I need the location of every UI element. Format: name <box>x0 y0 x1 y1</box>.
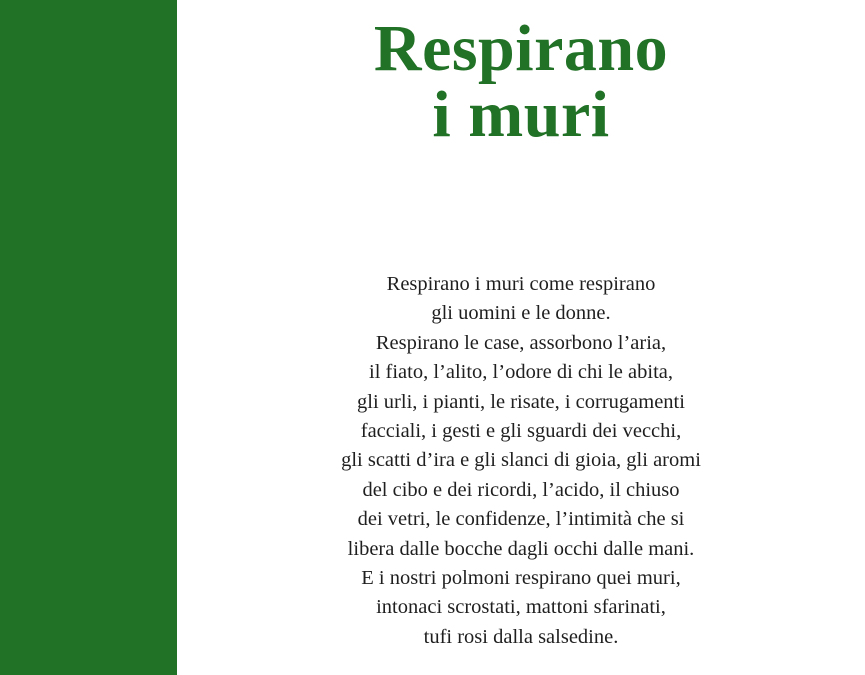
poem-text <box>177 270 865 652</box>
poem-line: E i nostri polmoni respirano quei muri, <box>361 567 681 590</box>
poem-line: il fiato, l’alito, l’odore di chi le abita, <box>369 361 673 384</box>
poem-line: gli urli, i pianti, le risate, i corrugamenti <box>357 390 685 413</box>
page <box>177 0 865 675</box>
poem-line: Respirano i muri come respirano <box>386 273 656 295</box>
title-line-2: i muri <box>432 78 610 151</box>
poem-line: gli uomini e le donne. <box>431 302 611 325</box>
poem-line: facciali, i gesti e gli sguardi dei vecchi, <box>360 420 682 443</box>
poem-line: libera dalle bocche dagli occhi dalle mani. <box>347 537 695 560</box>
poem-line: del cibo e dei ricordi, l’acido, il chiuso <box>362 478 680 501</box>
poem-line: dei vetri, le confidenze, l’intimità che si <box>357 508 685 531</box>
green-side-band <box>0 0 177 675</box>
poem-line: intonaci scrostati, mattoni sfarinati, <box>376 596 666 619</box>
page-title <box>177 12 865 151</box>
title-line-1: Respirano <box>373 12 669 85</box>
poem-line: tufi rosi dalla salsedine. <box>423 625 619 648</box>
poem-line: gli scatti d’ira e gli slanci di gioia, gli aromi <box>341 449 701 472</box>
poem-line: Respirano le case, assorbono l’aria, <box>375 331 667 354</box>
